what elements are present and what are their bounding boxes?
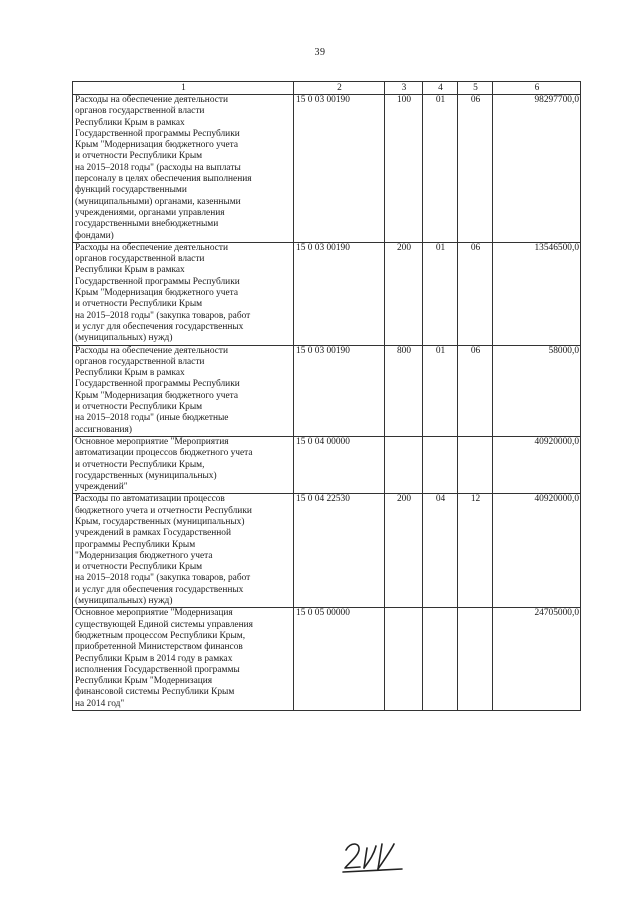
row-section: 01 (423, 242, 458, 345)
row-subsection (458, 608, 493, 711)
column-header-type: 3 (385, 82, 423, 95)
row-subsection: 12 (458, 494, 493, 608)
row-subsection: 06 (458, 242, 493, 345)
table-row (73, 608, 581, 711)
column-header-subsection: 5 (458, 82, 493, 95)
row-amount: 98297700,0 (493, 95, 581, 243)
row-name: Расходы на обеспечение деятельности органов государственной власти Республики Крым в рамках Государственной программы Республики Крым "Модернизация бюджетного учета и отчетности Республики Крым на 2015–2018 годы" (закупка товаров, работ и услуг для обеспечения государственных (муниципальных) нужд) (73, 242, 294, 345)
row-code: 15 0 03 00190 (294, 242, 385, 345)
table-header-row (73, 82, 581, 95)
row-name: Основное мероприятие "Модернизация существующей Единой системы управления бюджетным процессом Республики Крым, приобретенной Министерством финансов Республики Крым в 2014 году в рамках исполнения Государственной программы Республики Крым "Модернизация финансовой системы Республики Крым на 2014 год" (73, 608, 294, 711)
row-section: 04 (423, 494, 458, 608)
row-subsection: 06 (458, 95, 493, 243)
row-section (423, 608, 458, 711)
row-code: 15 0 03 00190 (294, 345, 385, 436)
row-code: 15 0 04 22530 (294, 494, 385, 608)
row-name: Основное мероприятие "Мероприятия автоматизации процессов бюджетного учета и отчетности Республики Крым, государственных (муниципальных) учреждений" (73, 436, 294, 493)
row-amount: 40920000,0 (493, 436, 581, 493)
row-section: 01 (423, 95, 458, 243)
column-header-amount: 6 (493, 82, 581, 95)
table-row (73, 95, 581, 243)
row-expense-type (385, 436, 423, 493)
table-row (73, 345, 581, 436)
row-subsection: 06 (458, 345, 493, 436)
column-header-section: 4 (423, 82, 458, 95)
row-section (423, 436, 458, 493)
row-expense-type: 800 (385, 345, 423, 436)
row-amount: 24705000,0 (493, 608, 581, 711)
row-code: 15 0 04 00000 (294, 436, 385, 493)
row-amount: 58000,0 (493, 345, 581, 436)
row-amount: 40920000,0 (493, 494, 581, 608)
table-row (73, 242, 581, 345)
row-expense-type: 100 (385, 95, 423, 243)
column-header-code: 2 (294, 82, 385, 95)
row-name: Расходы на обеспечение деятельности органов государственной власти Республики Крым в рамках Государственной программы Республики Крым "Модернизация бюджетного учета и отчетности Республики Крым на 2015–2018 годы" (иные бюджетные ассигнования) (73, 345, 294, 436)
row-subsection (458, 436, 493, 493)
row-code: 15 0 05 00000 (294, 608, 385, 711)
handwritten-page-number-mark (340, 836, 410, 876)
budget-table (72, 81, 581, 711)
row-expense-type: 200 (385, 242, 423, 345)
row-amount: 13546500,0 (493, 242, 581, 345)
column-header-name: 1 (73, 82, 294, 95)
row-name: Расходы по автоматизации процессов бюджетного учета и отчетности Республики Крым, государственных (муниципальных) учреждений в рамках Государственной программы Республики Крым "Модернизация бюджетного учета и отчетности Республики Крым на 2015–2018 годы" (закупка товаров, работ и услуг для обеспечения государственных (муниципальных) нужд) (73, 494, 294, 608)
row-expense-type: 200 (385, 494, 423, 608)
row-section: 01 (423, 345, 458, 436)
row-name: Расходы на обеспечение деятельности органов государственной власти Республики Крым в рамках Государственной программы Республики Крым "Модернизация бюджетного учета и отчетности Республики Крым на 2015–2018 годы" (расходы на выплаты персоналу в целях обеспечения выполнения функций государственными (муниципальными) органами, казенными учреждениями, органами управления государственными внебюджетными фондами) (73, 95, 294, 243)
table-row (73, 494, 581, 608)
table-row (73, 436, 581, 493)
page-number: 39 (314, 47, 326, 58)
row-code: 15 0 03 00190 (294, 95, 385, 243)
row-expense-type (385, 608, 423, 711)
